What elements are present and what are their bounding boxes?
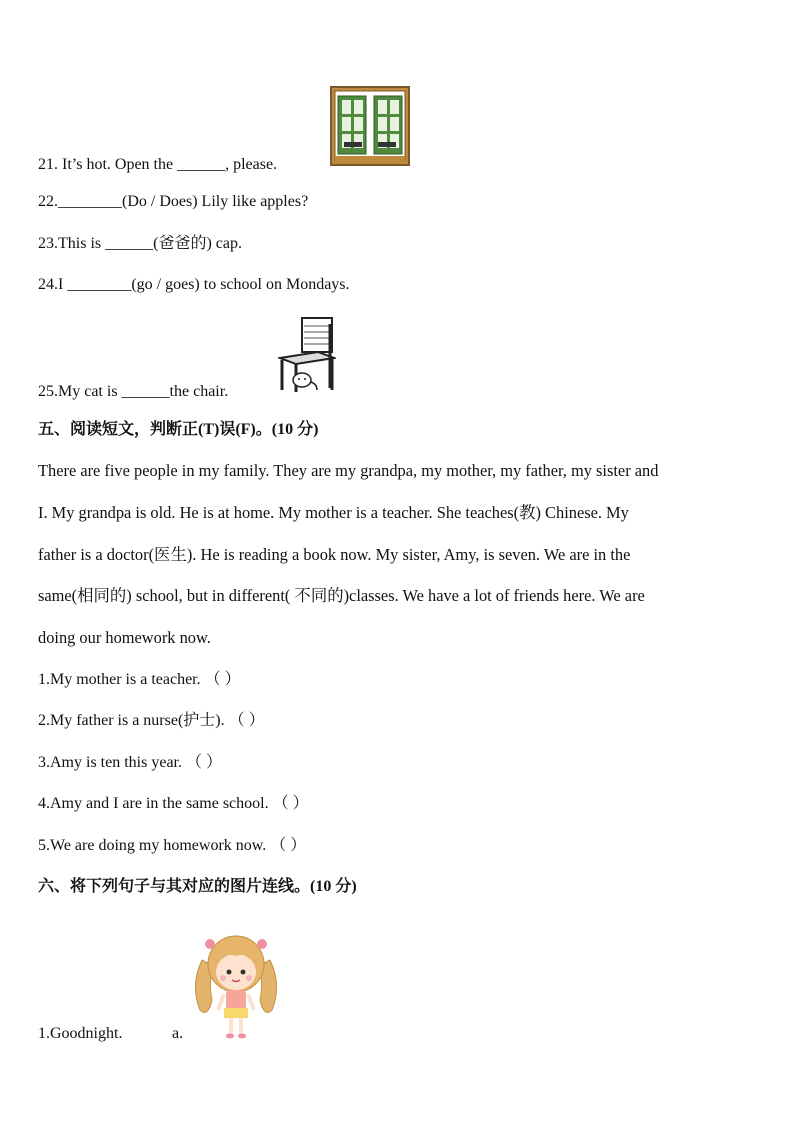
question-25: 25.My cat is ______the chair. bbox=[38, 383, 229, 400]
passage-line: There are five people in my family. They are my grandpa, my mother, my father, my sister and bbox=[38, 461, 659, 480]
girl-illustration bbox=[190, 930, 282, 1040]
matching-option-a: a. bbox=[172, 1025, 184, 1042]
statement-4: 4.Amy and I are in the same school. （ ） bbox=[38, 795, 309, 812]
statement-3: 3.Amy is ten this year. （ ） bbox=[38, 754, 222, 771]
question-21: 21. It’s hot. Open the ______, please. bbox=[38, 156, 278, 173]
statement-1: 1.My mother is a teacher. （ ） bbox=[38, 671, 241, 688]
question-22: 22.________(Do / Does) Lily like apples? bbox=[38, 193, 309, 210]
chair-with-cat-icon bbox=[278, 316, 336, 394]
window-icon bbox=[330, 86, 410, 166]
question-24: 24.I ________(go / goes) to school on Mondays. bbox=[38, 276, 350, 293]
section6-heading: 六、将下列句子与其对应的图片连线。(10 分) bbox=[38, 878, 357, 895]
passage-line: doing our homework now. bbox=[38, 628, 211, 647]
matching-item-1: 1.Goodnight. bbox=[38, 1025, 123, 1042]
question-23: 23.This is ______(爸爸的) cap. bbox=[38, 235, 242, 252]
statement-2: 2.My father is a nurse(护士). （ ） bbox=[38, 712, 265, 729]
passage-line: same(相同的) school, but in different( 不同的)classes. We have a lot of friends here. We are bbox=[38, 586, 645, 605]
statement-5: 5.We are doing my homework now. （ ） bbox=[38, 837, 307, 854]
passage-line: I. My grandpa is old. He is at home. My mother is a teacher. She teaches(教) Chinese. My bbox=[38, 503, 629, 522]
passage-line: father is a doctor(医生). He is reading a book now. My sister, Amy, is seven. We are in the bbox=[38, 545, 631, 564]
section5-heading: 五、阅读短文，判断正(T)误(F)。(10 分) bbox=[38, 421, 319, 438]
